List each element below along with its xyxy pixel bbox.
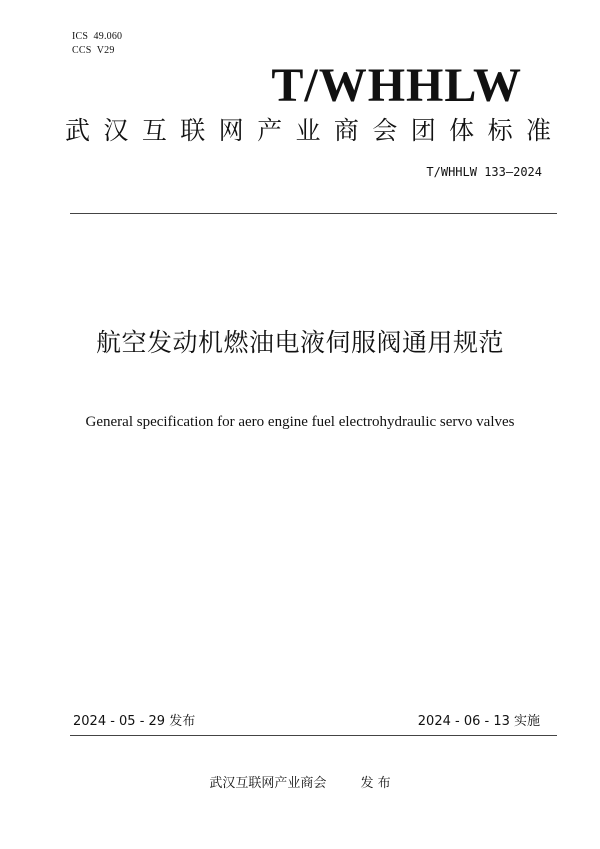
ics-code: ICS 49.060 xyxy=(72,31,123,42)
classification-codes xyxy=(72,30,122,58)
standard-number: T/WHHLW 133—2024 xyxy=(426,165,542,179)
publisher-line xyxy=(0,775,600,793)
title-english: General specification for aero engine fuel electrohydraulic servo valves xyxy=(85,414,515,430)
issue-date: 2024 - 05 - 29 发布 xyxy=(73,714,196,729)
top-divider xyxy=(70,213,557,214)
publish-label: 发 布 xyxy=(360,776,391,791)
implementation-date: 2024 - 06 - 13 实施 xyxy=(417,714,540,729)
ccs-code: CCS V29 xyxy=(72,45,115,56)
organization-code: T/WHHLW xyxy=(271,59,522,112)
publisher-name: 武汉互联网产业商会 xyxy=(209,776,327,791)
title-chinese: 航空发动机燃油电液伺服阀通用规范 xyxy=(95,328,504,357)
organization-name: 武汉互联网产业商会团体标准 xyxy=(65,116,555,145)
bottom-divider xyxy=(70,735,557,736)
